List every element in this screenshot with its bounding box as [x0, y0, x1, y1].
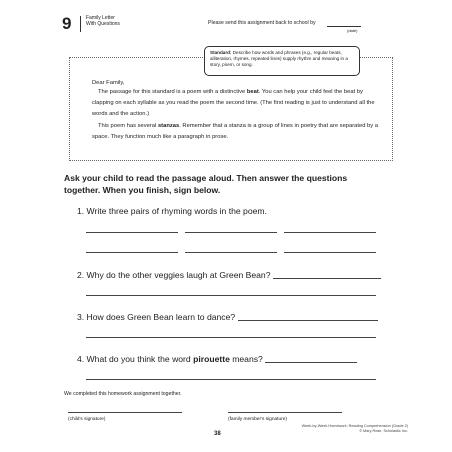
question-4-text-a: 4. What do you think the word	[77, 354, 194, 364]
answer-line[interactable]	[238, 320, 378, 321]
p1-text-a: The passage for this standard is a poem with a distinctive	[98, 89, 247, 95]
answer-line[interactable]	[185, 232, 277, 233]
answer-line[interactable]	[86, 295, 376, 296]
standard-label: Standard:	[210, 50, 232, 55]
p1-bold-word: beat	[246, 89, 259, 95]
completed-statement: We completed this homework assignment together.	[64, 391, 182, 397]
header-divider	[80, 16, 81, 32]
family-signature-label: (family member's signature)	[228, 417, 288, 422]
question-4-bold-word: pirouette	[193, 354, 230, 364]
p1-text-b: . You can help your child feel the beat by clapping on each syllable as you read the poem the second time. (The first reading is just to understand all the words and the action.)	[92, 89, 375, 117]
answer-line[interactable]	[86, 252, 178, 253]
answer-line[interactable]	[284, 252, 376, 253]
assignment-title	[86, 15, 120, 27]
letter-salutation: Dear Family,	[92, 80, 125, 86]
answer-line[interactable]	[86, 232, 178, 233]
question-2	[77, 270, 381, 280]
p2-text-a: This poem has several	[98, 123, 158, 129]
question-4-text-b: means?	[229, 354, 263, 364]
child-signature-label: (child's signature)	[68, 417, 106, 422]
credit-line-1: Week-by-Week Homework: Reading Comprehension (Grade 2)	[301, 424, 408, 428]
answer-line[interactable]	[273, 278, 381, 279]
answer-line[interactable]	[265, 362, 357, 363]
title-line-1: Family Letter	[86, 15, 115, 21]
family-signature-line[interactable]	[228, 412, 342, 413]
child-signature-line[interactable]	[68, 412, 182, 413]
question-2-text: 2. Why do the other veggies laugh at Green Bean?	[77, 270, 271, 280]
send-back-text: Please send this assignment back to school by	[208, 20, 316, 26]
title-line-2: With Questions	[86, 21, 120, 27]
question-4	[77, 354, 357, 364]
answer-line[interactable]	[86, 379, 376, 380]
instructions: Ask your child to read the passage aloud. Then answer the questions together. When you finish, sign below.	[64, 173, 348, 195]
page-number: 38	[214, 431, 221, 437]
date-input-line[interactable]	[327, 26, 361, 27]
p2-bold-word: stanzas	[157, 123, 180, 129]
question-3-text: 3. How does Green Bean learn to dance?	[77, 312, 236, 322]
answer-line[interactable]	[185, 252, 277, 253]
credit-line-2: © Mary Rose, Scholastic Inc.	[359, 429, 408, 433]
credits	[302, 424, 408, 434]
question-3	[77, 312, 378, 322]
date-label: (date)	[347, 28, 358, 33]
answer-line[interactable]	[284, 232, 376, 233]
assignment-number: 9	[62, 14, 72, 33]
question-1: 1. Write three pairs of rhyming words in the poem.	[77, 206, 267, 216]
standard-box	[204, 46, 360, 76]
letter-paragraph-2	[92, 121, 382, 143]
letter-paragraph-1	[92, 87, 382, 120]
p2-text-b: . Remember that a stanza is a group of lines in poetry that are separated by a space. They function much like a paragraph in prose.	[92, 123, 379, 140]
answer-line[interactable]	[86, 337, 376, 338]
standard-text: Describe how words and phrases (e.g., regular beats, alliteration, rhymes, repeated lines) supply rhythm and meaning in a story, poem, or song.	[210, 50, 348, 67]
